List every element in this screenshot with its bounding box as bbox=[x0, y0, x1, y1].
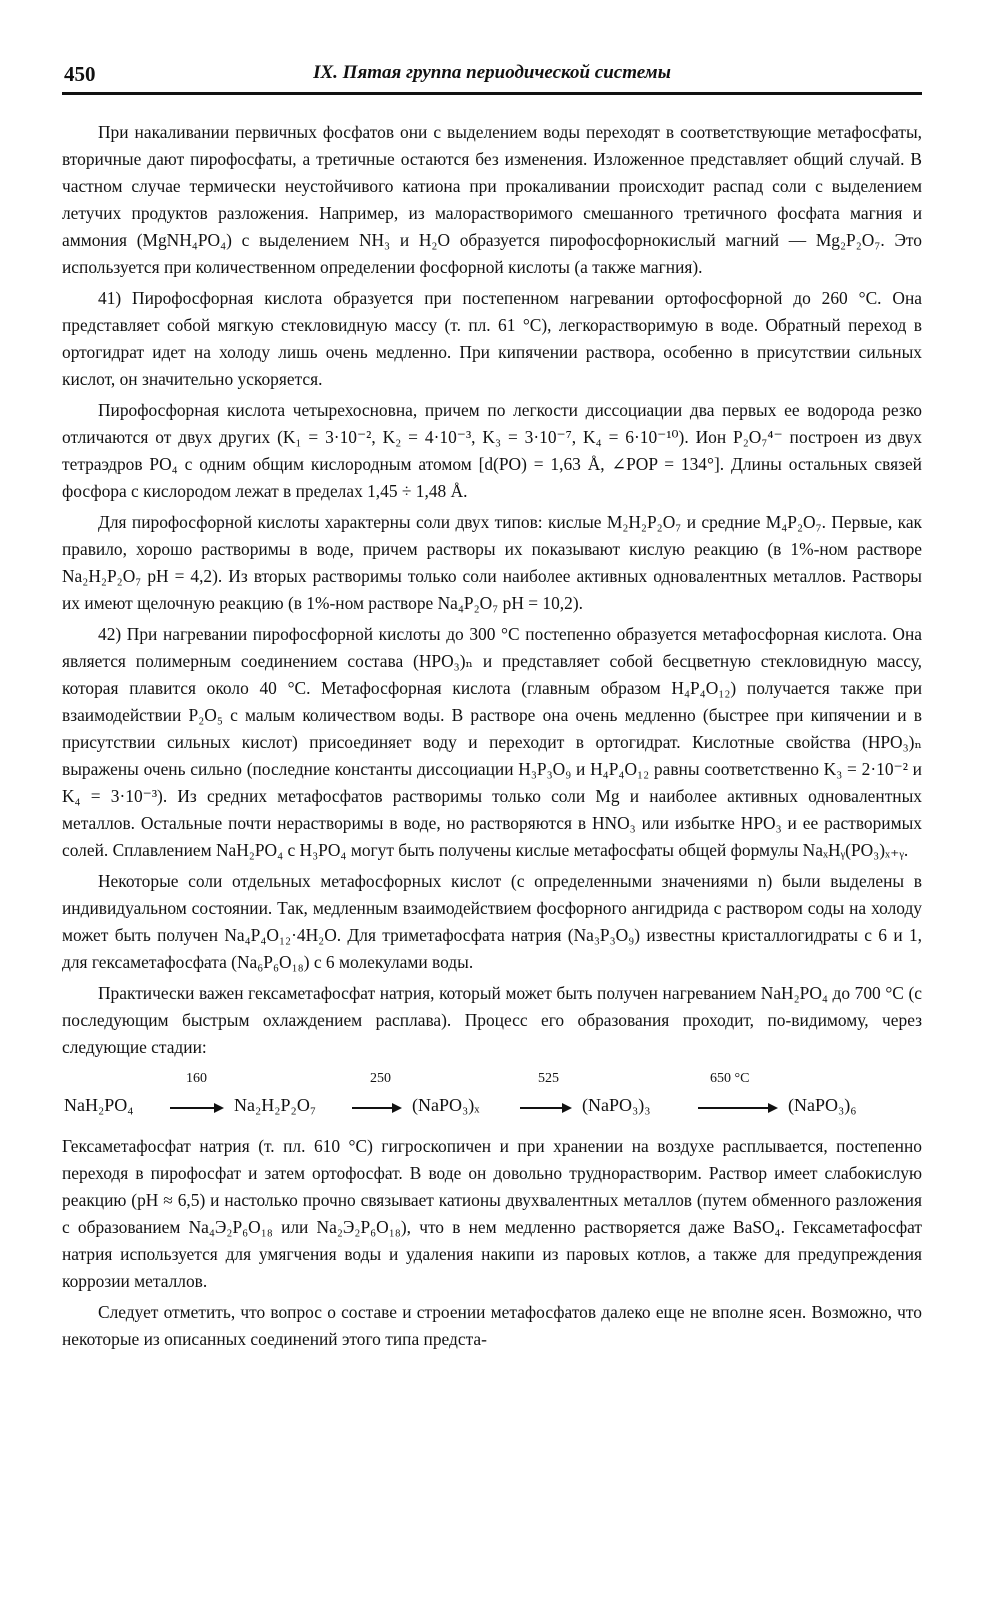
arrow-label: 525 bbox=[538, 1071, 559, 1086]
arrow-label: 250 bbox=[370, 1071, 391, 1086]
paragraph: Пирофосфорная кислота четырехосновна, причем по легкости диссоциации два первых ее водорода резко отличаются от двух других (K₁ = 3·10⁻², K₂ = 4·10⁻³, K₃ = 3·10⁻⁷, K₄ = 6·10⁻¹⁰). Ион P₂O₇⁴⁻ построен из двух тетраэдров PO₄ с одним общим кислородным атомом [d(PO) = 1,63 Å, ∠POP = 134°]. Длины остальных связей фосфора с кислородом лежат в пределах 1,45 ÷ 1,48 Å. bbox=[62, 400, 922, 501]
page-number: 450 bbox=[64, 62, 96, 86]
paragraph: При накаливании первичных фосфатов они с выделением воды переходят в соответствующие метафосфаты, вторичные дают пирофосфаты, а третичные остаются без изменения. Изложенное представляет общий случай. В частном случае термически неустойчивого катиона при прокаливании происходит распад соли с выделением летучих продуктов разложения. Например, из малорастворимого смешанного третичного фосфата магния и аммония (MgNH₄PO₄) с выделением NH₃ и H₂O образуется пирофосфорнокислый магний — Mg₂P₂O₇. Это используется при количественном определении фосфорной кислоты (а также магния). bbox=[62, 122, 922, 277]
arrow-icon bbox=[698, 1107, 776, 1109]
page-header bbox=[62, 52, 922, 95]
paragraph: Гексаметафосфат натрия (т. пл. 610 °С) гигроскопичен и при хранении на воздухе расплывается, постепенно переходя в пирофосфат и затем ортофосфат. В воде он довольно труднорастворим. Раствор имеет слабокислую реакцию (pH ≈ 6,5) и настолько прочно связывает катионы двухвалентных металлов (путем обменного разложения с образованием Na₄Э₂P₆O₁₈ или Na₂Э₂P₆O₁₈), что в нем медленно растворяется даже BaSO₄. Гексаметафосфат натрия используется для умягчения воды и удаления накипи из паровых котлов, а также для предупреждения коррозии металлов. bbox=[62, 1136, 922, 1291]
page-body bbox=[62, 119, 922, 1353]
paragraph: Следует отметить, что вопрос о составе и строении метафосфатов далеко еще не вполне ясен. Возможно, что некоторые из описанных соединений этого типа предста- bbox=[62, 1302, 922, 1349]
paragraph: 41) Пирофосфорная кислота образуется при постепенном нагревании ортофосфорной до 260 °С. Она представляет собой мягкую стекловидную массу (т. пл. 61 °С), легкорастворимую в воде. Обратный переход в ортогидрат идет на холоду лишь очень медленно. При кипячении раствора, особенно в присутствии сильных кислот, он значительно ускоряется. bbox=[62, 288, 922, 389]
scheme-compound: Na₂H₂P₂O₇ bbox=[234, 1095, 317, 1115]
arrow-label: 160 bbox=[186, 1071, 207, 1086]
reaction-scheme bbox=[62, 1069, 922, 1127]
arrow-icon bbox=[352, 1107, 400, 1109]
paragraph: Некоторые соли отдельных метафосфорных кислот (с определенными значениями n) были выделены в индивидуальном состоянии. Так, медленным взаимодействием фосфорного ангидрида с раствором соды на холоду может быть получен Na₄P₄O₁₂·4H₂O. Для триметафосфата натрия (Na₃P₃O₉) известны кристаллогидраты с 6 и 1, для гексаметафосфата (Na₆P₆O₁₈) с 6 молекулами воды. bbox=[62, 871, 922, 972]
scheme-compound: (NaPO₃)ₓ bbox=[412, 1095, 480, 1115]
paragraph: Практически важен гексаметафосфат натрия, который может быть получен нагреванием NaH₂PO₄ до 700 °С (с последующим быстрым охлаждением расплава). Процесс его образования проходит, по-видимому, через следующие стадии: bbox=[62, 983, 922, 1057]
paragraph: Для пирофосфорной кислоты характерны соли двух типов: кислые M₂H₂P₂O₇ и средние M₄P₂O₇. Первые, как правило, хорошо растворимы в воде, причем растворы их показывают кислую реакцию (в 1%-ном растворе Na₂H₂P₂O₇ pH = 4,2). Из вторых растворимы только соли наиболее активных одновалентных металлов. Растворы их имеют щелочную реакцию (в 1%-ном растворе Na₄P₂O₇ pH = 10,2). bbox=[62, 512, 922, 613]
paragraph: 42) При нагревании пирофосфорной кислоты до 300 °С постепенно образуется метафосфорная кислота. Она является полимерным соединением состава (HPO₃)ₙ и представляет собой бесцветную стекловидную массу, которая плавится около 40 °С. Метафосфорная кислота (главным образом H₄P₄O₁₂) получается также при взаимодействии P₂O₅ с малым количеством воды. В растворе она очень медленно (быстрее при кипячении и в присутствии сильных кислот) присоединяет воду и переходит в ортогидрат. Кислотные свойства (HPO₃)ₙ выражены очень сильно (последние константы диссоциации H₃P₃O₉ и H₄P₄O₁₂ равны соответственно K₃ = 2·10⁻² и K₄ = 3·10⁻³). Из средних метафосфатов растворимы только соли Mg и наиболее активных одновалентных металлов. Остальные почти нерастворимы в воде, но растворяются в HNO₃ или избытке HPO₃ и ее растворимых солей. Сплавлением NaH₂PO₄ с H₃PO₄ могут быть получены кислые метафосфаты общей формулы NaₓHᵧ(PO₃)ₓ₊ᵧ. bbox=[62, 624, 922, 860]
scheme-compound: (NaPO₃)₃ bbox=[582, 1095, 651, 1115]
arrow-label: 650 °С bbox=[710, 1071, 750, 1086]
scheme-compound: (NaPO₃)₆ bbox=[788, 1095, 857, 1115]
arrow-icon bbox=[520, 1107, 570, 1109]
scheme-compound: NaH₂PO₄ bbox=[64, 1095, 134, 1115]
running-title: IX. Пятая группа периодической системы bbox=[313, 62, 671, 83]
arrow-icon bbox=[170, 1107, 222, 1109]
page bbox=[62, 52, 922, 1353]
